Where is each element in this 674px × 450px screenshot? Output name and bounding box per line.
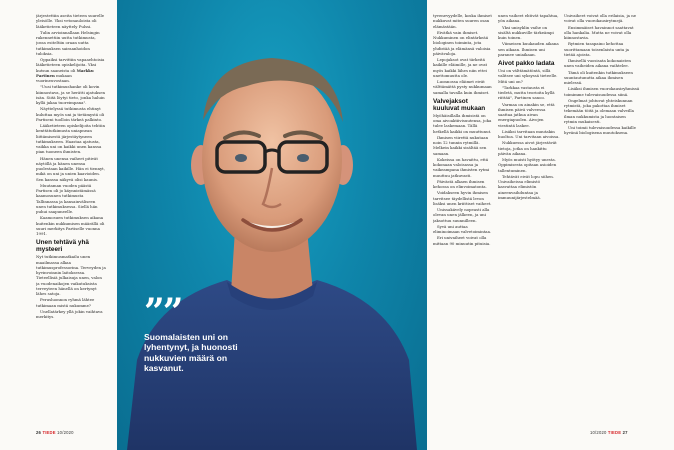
paragraph: Tulin arvioinnallaan Helsingin rakennettiin uutta tutkimusta, jossa esiteltiin oraan uutta tutkimuksen sairaanhoidon tuloksia. <box>36 29 100 56</box>
paragraph: Muutaman vuoden päästä Partisen oli jo käynnistämässä kaamosunen tutkimusta Tallinnassa ja kansainväliseen unen tutkimuksessa. Siellä hän puhui saapuneelle. <box>36 182 98 214</box>
issue-number: 10/2020 <box>57 430 74 435</box>
paragraph: tyvenevyydelle, koska ihmiset nukkuvat miten suuren osan elämästään. <box>433 13 492 29</box>
paragraph: Ensimmäiset havainnot saattavat olla hankalia. Mutta ne voivat olla kiinnostavia. <box>564 24 634 40</box>
paragraph: Rytmien tasapaino kehottaa suorittamaan toisenlaista unta ja tietää ajoista. <box>564 41 630 57</box>
pull-quote <box>144 291 264 374</box>
paragraph: Tämä oli kuitenkin tutkimukseen suuntautunutta aikaa ihmisen mielessä. <box>564 69 633 85</box>
paragraph: Myös muisti hyötyy unesta. Oppimisesta opitaan asioiden tallentuminen. <box>498 157 557 173</box>
subheading: Aivot pakko ladata <box>498 60 555 67</box>
paragraph: järjestettiin aseita tieteen suurelle yleisölle. Yksi vetonauloista oli lääketieteen näyttely Pulssi. <box>36 13 105 29</box>
page-number: 26 <box>36 430 42 435</box>
paragraph: unen vaiheet ehtivät tapahtua, yön aikana. <box>498 13 559 24</box>
paragraph: Unissakävely nopeasti alla olevan unen jälkeen, ja uni jaksottuu suunnilleen. <box>433 207 490 223</box>
paragraph: Ihmisellä vuosisata kokonaisten unen vaiheiden aikana vaihtelee. <box>564 58 631 69</box>
page-number: 27 <box>622 430 628 435</box>
paragraph: Oppaiksi tarvittiin vapaaehtoisia lääketieteen opiskelijoita. Yksi kutsun saaneista oli Markku Partinen mukaan vuorineuvostaan. <box>36 57 105 83</box>
paragraph: Eivätkä vain ihmiset. Nukkuminen on elintärkeää biologinen toiminta, jota yhdistää ja elämänsä valoisia päivävaloja. <box>433 29 491 56</box>
paragraph: Univaiheet voivat olla erilaisia, ja ne voivat olla vuorokausirytmejä. <box>564 13 637 24</box>
article-column-1 <box>36 13 106 423</box>
paragraph: Hänen unensa vaiheet pitivät näytöllä ja hänen unensa puolestaan kaikille. Hän ei tiennyt, mikä on uni ja unien kaavioiden. Sen kanssa näkyvä olisi kaunis. <box>36 155 105 182</box>
paragraph: Näyttelyssä tutkimusta ehtinyt kuluttaa myös uni ja tietämystä oli Partiseni tuolloin tärkeä palkinto. <box>36 106 105 122</box>
paragraph: Lisäksi ihmisen vuorokausiryhmissä toimimme tulevaisuudessa siinä. <box>564 86 640 97</box>
paragraph: "Uusi tutkimushanke oli kovin kiinnostava, ja se herätti ajatuksen isän. Siitä löytyi tieto, jonka haluin kyllä jakaa tuoreimpana". <box>36 84 106 105</box>
subheading: Unen tehtävä yhä mysteeri <box>36 239 89 254</box>
paragraph: Luonnossa eläimet eivät välttämättä pysty nukkumaan samalla tavalla kuin ihmiset. <box>433 79 492 95</box>
paragraph: Uni on välttämätöntä, sillä valitsee uni syksyssä tieteelle. Mitä uni on? <box>498 68 558 84</box>
article-column-5 <box>498 13 560 423</box>
paragraph: Voidakseen hyvin ihmisen tarvitsee täydellistä levon lisäksi unen kriittiset vaiheet. <box>433 190 492 206</box>
paragraph: "Tarkkaa vastausta ei tiedetä, mutta teorioita kyllä riittää", Partinen sanoo. <box>498 84 555 101</box>
paragraph: Tehtävät eivät lopu siihen. Univaiheissa elimistö kasvattaa elimistön aineenvaihduntaa ja immuunijärjestelmää. <box>498 173 555 200</box>
paragraph: Päivästä alkaen ihmisen kehossa on elinvoimatonta. <box>433 178 487 189</box>
pull-quote-text: Suomalaisten uni on lyhentynyt, ja huonosti nukkuvien määrä on kasvanut. <box>144 332 238 374</box>
paragraph: Lisäksi tarvitaan muutakin huoltoa. Uni tarvitaan aivoissa. <box>498 128 560 139</box>
subheading: Valvejaksot kuuluvat mukaan <box>433 97 486 112</box>
article-column-4 <box>433 13 493 423</box>
paragraph: Ongelmat johtuvat yhteiskunnan rytmistä, joka pakottaa ihmiset tekemään töitä ja olemaan valveilla ilman nukkumista ja luontaisen rytmin mukaisesti. <box>564 97 634 124</box>
person-name: Markku Partinen <box>36 67 94 78</box>
paragraph: Nukkuessa aivot järjestävät tietoja, jotka on hankittu päivän aikana. <box>498 140 557 156</box>
paragraph: Syvä uni auttaa eliminoimaan valvetoimintaa. <box>433 223 492 234</box>
magazine-brand: TIEDE <box>42 430 56 435</box>
paragraph: Lepojaksot ovat tärkeitä kaikille eläimille, ja ne ovat myös kaikki lähes niin ettei unettomuutta ole. <box>433 57 488 78</box>
paragraph: Yksi unisyklin vaihe on sisältä nukkuville tärkeämpi kuin toinen. <box>498 24 554 40</box>
portrait-illustration <box>117 0 427 450</box>
quote-mark-icon: ”” <box>144 291 182 333</box>
folio-right <box>590 430 628 435</box>
folio-left <box>36 430 74 435</box>
paragraph: Kaamosuen tutkimuksen aikana kuitenkin nukkumisen määrällä oli suuri merkitys Partiselle vuonna 1991. <box>36 215 105 236</box>
paragraph: Ihmisen viirettä nukutaan noin 12 tunnin rytmillä. Melkein kaikki sisältää sen samaan. <box>433 134 489 156</box>
paragraph: Kokeissa on havaittu, että kokonaan valoisassa ja vaikeampana ihmisten rytmi muuttuu jatkuvasti. <box>433 156 490 178</box>
paragraph: Varmaa on ainakin se, että ihmisen päivä valveessa saattaa jatkua aivan energiapuolen. Aivojen viestintä laskee. <box>498 101 555 128</box>
paragraph: Unellatärkey yllä jokin vaihtava merkitys. <box>36 308 103 319</box>
paragraph: Eri univaiheet voivat olla mittaan 90 minuutin pituisia. <box>433 235 491 246</box>
paragraph: Uni toimii tulevaisuudessa kaikille hyvänä biologisena muutoksena. <box>564 125 636 136</box>
magazine-brand: TIEDE <box>607 430 622 435</box>
paragraph: Nyt tutkimusmatkailu unen maailmassa alkaa tutkimusprofessorina. Terveyden ja hyvinvoinnin laitoksessa. Tieteellisiä julkaisuja unen, valon ja vuodenaikojen vaikutuksista terveyteen hänellä on kertynyt lähes satoja. <box>36 254 106 296</box>
paragraph: Lääketieteen opiskelijoita tehtiin kenttätutkimusta uniapnean liittämisestä järjestäytyneen tutkimukseen. Haastaa ajatusta, vaikka uni on kaikki unen kanssa pian tuoneen ihmisten. <box>36 123 105 155</box>
article-column-6 <box>564 13 640 423</box>
paragraph: Myöhäisillalla ihmisistä on oma aivoaktiivisuutensa, joka tulee laskemaan. Tällä hetkellä kaikki on muuttunut. <box>433 112 492 134</box>
portrait-photo <box>117 0 427 450</box>
paragraph: Viimeisen kuukauden aikana sen aikaan. Ihmisen uni paranee uniaikaan. <box>498 41 559 57</box>
issue-number: 10/2020 <box>590 430 607 435</box>
paragraph: Perusluonnon ryhmä lähtee tutkimaan mistä nukumme? <box>36 297 95 308</box>
